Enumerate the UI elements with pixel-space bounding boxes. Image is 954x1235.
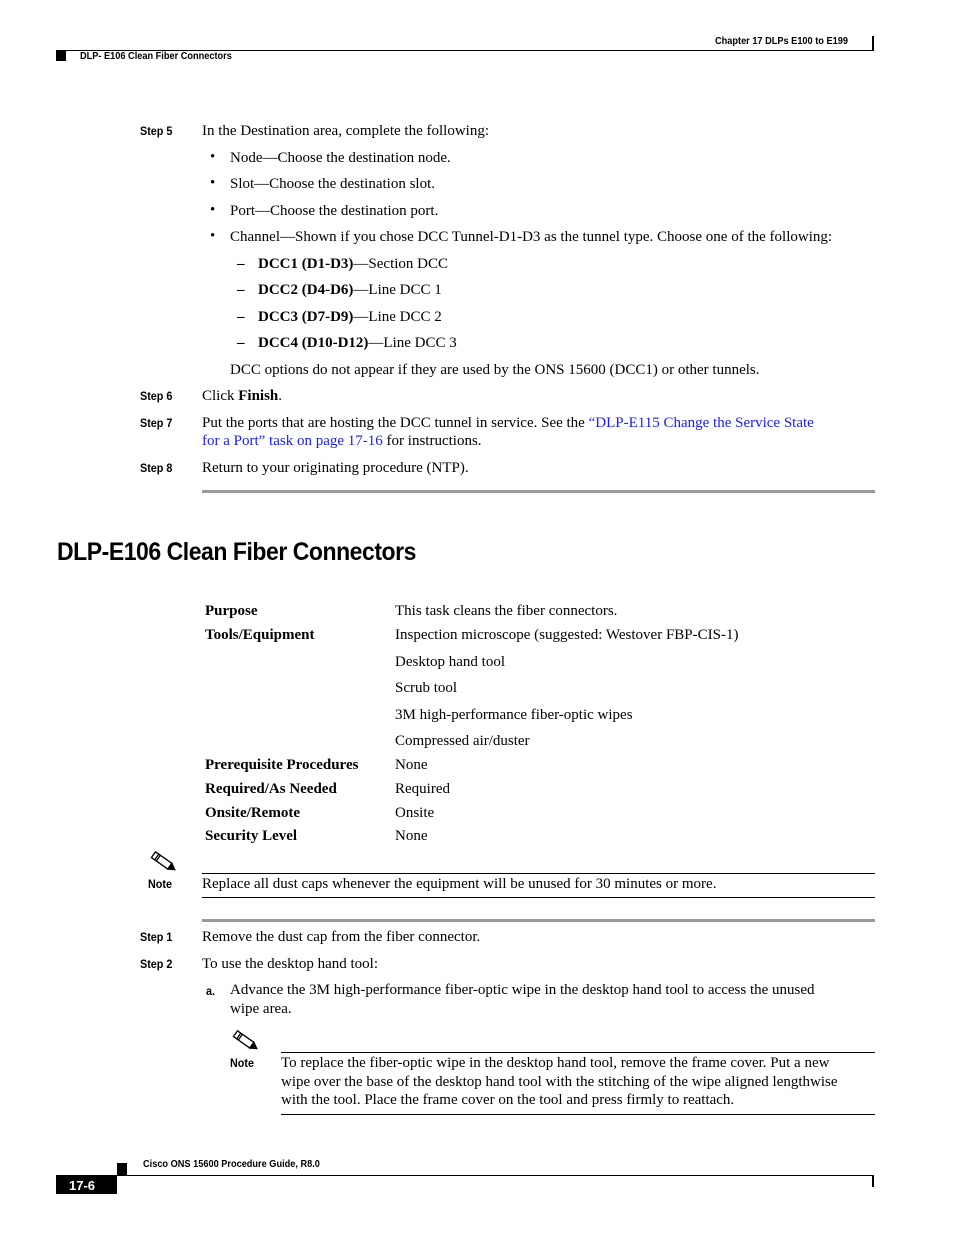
dash-mark: – [237,256,245,272]
dash-mark: – [237,335,245,351]
bullet-channel: Channel—Shown if you chose DCC Tunnel-D1-D3 as the tunnel type. Choose one of the following: [230,229,833,245]
step-8-label: Step 8 [140,461,173,475]
bullet-dot: • [210,202,216,218]
step-1-label: Step 1 [140,930,173,944]
note-label: Note [230,1056,255,1070]
purpose-value: This task cleans the fiber connectors. [395,603,618,619]
footer-guide-title: Cisco ONS 15600 Procedure Guide, R8.0 [143,1159,320,1170]
note-line: To replace the fiber-optic wipe in the desktop hand tool, remove the frame cover. Put a new [281,1055,830,1071]
onsite-label: Onsite/Remote [205,805,300,821]
bullet-port: Port—Choose the destination port. [230,203,439,219]
substep-a-line1: Advance the 3M high-performance fiber-optic wipe in the desktop hand tool to access the unused [230,982,815,998]
step-6-label: Step 6 [140,389,173,403]
step-6-text: Click Finish. [202,388,283,404]
note-text: Replace all dust caps whenever the equipment will be unused for 30 minutes or more. [202,876,717,892]
tools-item: Inspection microscope (suggested: Westover FBP-CIS-1) [395,627,739,643]
note-bottom-rule [281,1114,875,1115]
page-number: 17-6 [69,1178,96,1193]
purpose-label: Purpose [205,603,258,619]
pencil-icon [148,850,178,879]
tools-item: Scrub tool [395,680,458,696]
bullet-dot: • [210,175,216,191]
bullet-dot: • [210,149,216,165]
section-header: DLP- E106 Clean Fiber Connectors [80,51,232,62]
bullet-dot: • [210,228,216,244]
note-line: with the tool. Place the frame cover on the tool and press firmly to reattach. [281,1092,735,1108]
required-value: Required [395,781,450,797]
header-marker [56,51,66,61]
step-7-line2: for a Port” task on page 17-16 for instructions. [202,433,482,449]
dash-item-dcc4: DCC4 (D10-D12)—Line DCC 3 [258,335,457,351]
dash-item-dcc3: DCC3 (D7-D9)—Line DCC 2 [258,309,442,325]
step-1-text: Remove the dust cap from the fiber connector. [202,929,481,945]
note-top-rule [281,1052,875,1053]
bullet-node: Node—Choose the destination node. [230,150,451,166]
prereq-label: Prerequisite Procedures [205,757,359,773]
dash-item-dcc2: DCC2 (D4-D6)—Line DCC 1 [258,282,442,298]
step-7-label: Step 7 [140,416,173,430]
dcc-options-note: DCC options do not appear if they are used by the ONS 15600 (DCC1) or other tunnels. [230,362,760,378]
pencil-icon [230,1029,260,1058]
security-value: None [395,828,428,844]
note-bottom-rule [202,897,875,898]
prereq-value: None [395,757,428,773]
footer-marker [117,1163,127,1175]
bullet-slot: Slot—Choose the destination slot. [230,176,435,192]
footer-right-tick [872,1175,874,1187]
tools-label: Tools/Equipment [205,627,315,643]
footer-rule [56,1175,874,1176]
tools-item: 3M high-performance fiber-optic wipes [395,707,633,723]
tools-item: Compressed air/duster [395,733,530,749]
chapter-header: Chapter 17 DLPs E100 to E199 [715,36,848,47]
note-line: wipe over the base of the desktop hand tool with the stitching of the wipe aligned lengthwise [281,1074,838,1090]
substep-a-line2: wipe area. [230,1001,292,1017]
end-of-steps-rule [202,490,875,493]
step-7-line1: Put the ports that are hosting the DCC tunnel in service. See the “DLP-E115 Change the Service State [202,415,814,431]
step-2-label: Step 2 [140,957,173,971]
step-5-label: Step 5 [140,124,173,138]
dash-mark: – [237,282,245,298]
step-2-text: To use the desktop hand tool: [202,956,379,972]
dash-item-dcc1: DCC1 (D1-D3)—Section DCC [258,256,448,272]
service-state-link-cont[interactable]: for a Port” task on page 17-16 [202,433,383,449]
step-8-text: Return to your originating procedure (NTP). [202,460,469,476]
step-5-text: In the Destination area, complete the following: [202,123,489,139]
substep-a-label: a. [206,984,216,998]
required-label: Required/As Needed [205,781,337,797]
dash-mark: – [237,309,245,325]
security-label: Security Level [205,828,298,844]
note-label: Note [148,877,173,891]
tools-item: Desktop hand tool [395,654,505,670]
page-title: DLP-E106 Clean Fiber Connectors [57,538,416,566]
onsite-value: Onsite [395,805,435,821]
service-state-link[interactable]: “DLP-E115 Change the Service State [588,415,814,431]
start-of-steps-rule [202,919,875,922]
note-top-rule [202,873,875,874]
header-right-tick [872,36,874,50]
